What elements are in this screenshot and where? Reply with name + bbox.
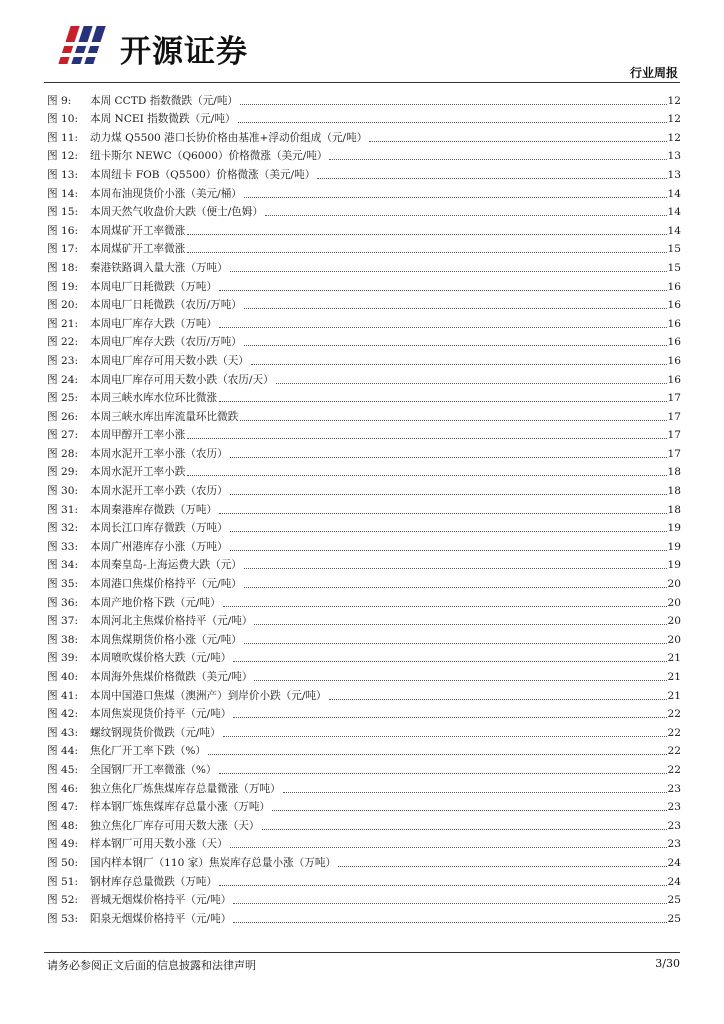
- figure-title: 本周电厂库存可用天数小跌（天）: [90, 354, 249, 367]
- figure-page-number: 22: [667, 745, 681, 758]
- dot-leader: [219, 513, 666, 514]
- toc-entry[interactable]: [47, 479, 681, 498]
- figure-page-number: 19: [667, 559, 681, 572]
- figure-page-number: 21: [667, 689, 681, 702]
- figure-number: 图 20:: [47, 299, 79, 312]
- dot-leader: [187, 438, 666, 439]
- figure-number: 图 17:: [47, 243, 79, 256]
- figure-page-number: 21: [667, 671, 681, 683]
- figure-number: 图 51:: [47, 875, 79, 888]
- toc-entry[interactable]: [47, 535, 681, 554]
- figure-title: 本周水泥开工率小涨（农历）: [90, 447, 228, 460]
- figure-page-number: 16: [667, 336, 681, 349]
- figure-number: 图 11:: [47, 131, 79, 144]
- figure-title: 秦港铁路调入量大涨（万吨）: [90, 261, 228, 274]
- figure-title: 本周河北主焦煤价格持平（元/吨）: [90, 615, 253, 628]
- figure-page-number: 17: [667, 392, 681, 405]
- figure-page-number: 12: [667, 94, 681, 107]
- figure-page-number: 15: [667, 261, 681, 274]
- toc-entry[interactable]: [47, 201, 681, 220]
- toc-entry[interactable]: [47, 833, 681, 852]
- toc-entry[interactable]: [47, 108, 681, 127]
- toc-entry[interactable]: [47, 405, 681, 424]
- dot-leader: [233, 717, 666, 718]
- toc-entry[interactable]: [47, 870, 681, 889]
- dot-leader: [251, 364, 667, 365]
- dot-leader: [219, 327, 666, 328]
- dot-leader: [230, 457, 667, 458]
- figure-page-number: 20: [667, 578, 681, 591]
- figure-page-number: 16: [667, 280, 681, 293]
- dot-leader: [240, 420, 666, 421]
- dot-leader: [254, 624, 666, 625]
- toc-entry[interactable]: [47, 275, 681, 294]
- dot-leader: [262, 829, 667, 830]
- figure-number: 图 33:: [47, 540, 79, 553]
- figure-page-number: 18: [667, 485, 681, 498]
- figure-page-number: 16: [667, 373, 681, 386]
- figure-title: 钢材库存总量微跌（万吨）: [90, 875, 218, 888]
- figure-title: 本周甲醇开工率小涨: [90, 429, 186, 442]
- figure-number: 图 36:: [47, 596, 79, 609]
- toc-entry[interactable]: [47, 219, 681, 238]
- figure-number: 图 40:: [47, 671, 79, 683]
- figure-title: 本周纽卡 FOB（Q5500）价格微涨（美元/吨）: [90, 168, 316, 181]
- figure-page-number: 14: [667, 224, 681, 237]
- toc-entry[interactable]: [47, 312, 681, 331]
- figure-title: 动力煤 Q5500 港口长协价格由基准+浮动价组成（元/吨）: [90, 131, 368, 144]
- dot-leader: [219, 885, 666, 886]
- dot-leader: [283, 792, 667, 793]
- figure-page-number: 23: [667, 782, 681, 795]
- toc-entry[interactable]: [47, 368, 681, 387]
- figure-page-number: 16: [667, 354, 681, 367]
- dot-leader: [317, 178, 666, 179]
- figure-page-number: 24: [667, 875, 681, 888]
- figure-number: 图 44:: [47, 745, 79, 758]
- figure-page-number: 19: [667, 522, 681, 535]
- toc-entry[interactable]: [47, 294, 681, 313]
- figure-page-number: 12: [667, 131, 681, 144]
- dot-leader: [233, 922, 666, 923]
- dot-leader: [219, 773, 667, 774]
- figure-page-number: 16: [667, 299, 681, 312]
- figure-number: 图 21:: [47, 317, 79, 330]
- figure-page-number: 17: [667, 429, 681, 442]
- toc-entry[interactable]: [47, 498, 681, 517]
- figure-title: 本周秦皇岛-上海运费大跌（元）: [90, 559, 242, 572]
- dot-leader: [230, 271, 667, 272]
- figure-page-number: 22: [667, 726, 681, 739]
- toc-entry[interactable]: [47, 442, 681, 461]
- dot-leader: [223, 606, 667, 607]
- figure-number: 图 35:: [47, 578, 79, 591]
- figure-title: 本周电厂日耗微跌（农历/万吨）: [90, 299, 242, 312]
- toc-entry[interactable]: [47, 89, 681, 108]
- figure-number: 图 26:: [47, 410, 79, 423]
- figure-number: 图 45:: [47, 763, 79, 776]
- dot-leader: [244, 643, 667, 644]
- figure-title: 本周煤矿开工率微涨: [90, 243, 186, 256]
- figure-title: 阳泉无烟煤价格持平（元/吨）: [90, 912, 232, 925]
- figure-title: 本周长江口库存微跌（万吨）: [90, 522, 228, 535]
- dot-leader: [265, 215, 666, 216]
- figure-number: 图 32:: [47, 522, 79, 535]
- footer-divider: [44, 952, 680, 953]
- dot-leader: [208, 754, 667, 755]
- dot-leader: [187, 475, 666, 476]
- brand-logo: [58, 22, 288, 68]
- toc-entry[interactable]: [47, 163, 681, 182]
- figure-title: 螺纹钢现货价微跌（元/吨）: [90, 726, 221, 739]
- figure-page-number: 13: [667, 168, 681, 181]
- figure-title: 本周 NCEI 指数微跌（元/吨）: [90, 113, 236, 126]
- figure-title: 本周秦港库存微跌（万吨）: [90, 503, 218, 516]
- toc-entry[interactable]: [47, 126, 681, 145]
- figure-number: 图 29:: [47, 466, 79, 479]
- figure-page-number: 17: [667, 410, 681, 423]
- dot-leader: [240, 104, 667, 105]
- toc-entry[interactable]: [47, 777, 681, 796]
- figure-page-number: 25: [667, 912, 681, 925]
- toc-entry[interactable]: [47, 331, 681, 350]
- figure-title: 本周广州港库存小涨（万吨）: [90, 540, 228, 553]
- figure-page-number: 22: [667, 763, 681, 776]
- figure-title: 本周焦煤期货价格小涨（元/吨）: [90, 633, 242, 646]
- figure-number: 图 24:: [47, 373, 79, 386]
- figure-page-number: 21: [667, 652, 681, 665]
- dot-leader: [369, 141, 666, 142]
- toc-entry[interactable]: [47, 349, 681, 368]
- dot-leader: [329, 159, 666, 160]
- figure-number: 图 19:: [47, 280, 79, 293]
- figure-page-number: 23: [667, 801, 681, 814]
- toc-entry[interactable]: [47, 740, 681, 759]
- toc-entry[interactable]: [47, 721, 681, 740]
- figure-title: 独立焦化厂炼焦煤库存总量微涨（万吨）: [90, 782, 281, 795]
- toc-entry[interactable]: [47, 572, 681, 591]
- figure-title: 本周三峡水库出库流量环比微跌: [90, 410, 239, 423]
- figure-number: 图 39:: [47, 652, 79, 665]
- figure-title: 国内样本钢厂（110 家）焦炭库存总量小涨（万吨）: [90, 856, 337, 869]
- figure-title: 本周水泥开工率小跌（农历）: [90, 485, 228, 498]
- toc-entry[interactable]: [47, 684, 681, 703]
- figure-title: 本周海外焦煤价格微跌（美元/吨）: [90, 671, 253, 683]
- toc-entry[interactable]: [47, 387, 681, 406]
- figure-page-number: 25: [667, 894, 681, 907]
- dot-leader: [219, 401, 666, 402]
- toc-entry[interactable]: [47, 554, 681, 573]
- dot-leader: [276, 383, 667, 384]
- toc-entry[interactable]: [47, 796, 681, 815]
- dot-leader: [187, 234, 666, 235]
- figure-title: 本周天然气收盘价大跌（便士/色姆）: [90, 206, 264, 219]
- dot-leader: [244, 345, 667, 346]
- page-header: [0, 0, 724, 82]
- page-number: 3/30: [655, 957, 680, 970]
- figure-page-number: 19: [667, 540, 681, 553]
- figure-page-number: 18: [667, 503, 681, 516]
- figure-title: 焦化厂开工率下跌（%）: [90, 745, 207, 758]
- toc-entry[interactable]: [47, 665, 681, 684]
- dot-leader: [238, 122, 667, 123]
- dot-leader: [230, 847, 667, 848]
- figure-list: [47, 89, 681, 926]
- toc-entry[interactable]: [47, 256, 681, 275]
- figure-page-number: 13: [667, 150, 681, 163]
- figure-page-number: 20: [667, 596, 681, 609]
- figure-number: 图 48:: [47, 819, 79, 832]
- figure-title: 本周水泥开工率小跌: [90, 466, 186, 479]
- figure-page-number: 12: [667, 113, 681, 126]
- figure-page-number: 23: [667, 819, 681, 832]
- brand-name: 开源证券: [120, 34, 248, 70]
- dot-leader: [244, 197, 667, 198]
- figure-number: 图 53:: [47, 912, 79, 925]
- figure-title: 本周电厂库存大跌（万吨）: [90, 317, 218, 330]
- dot-leader: [233, 903, 666, 904]
- figure-number: 图 38:: [47, 633, 79, 646]
- figure-title: 本周喷吹煤价格大跌（元/吨）: [90, 652, 232, 665]
- figure-number: 图 13:: [47, 168, 79, 181]
- toc-entry[interactable]: [47, 461, 681, 480]
- dot-leader: [272, 810, 666, 811]
- figure-number: 图 34:: [47, 559, 79, 572]
- figure-title: 独立焦化厂库存可用天数大涨（天）: [90, 819, 260, 832]
- toc-entry[interactable]: [47, 182, 681, 201]
- toc-entry[interactable]: [47, 889, 681, 908]
- figure-number: 图 47:: [47, 801, 79, 814]
- figure-page-number: 14: [667, 206, 681, 219]
- figure-page-number: 18: [667, 466, 681, 479]
- figure-title: 本周焦炭现货价持平（元/吨）: [90, 708, 232, 721]
- figure-number: 图 23:: [47, 354, 79, 367]
- toc-entry[interactable]: [47, 424, 681, 443]
- dot-leader: [230, 550, 667, 551]
- toc-entry[interactable]: [47, 647, 681, 666]
- dot-leader: [219, 290, 666, 291]
- toc-entry[interactable]: [47, 238, 681, 257]
- figure-title: 本周布油现货价小涨（美元/桶）: [90, 187, 242, 200]
- figure-page-number: 23: [667, 838, 681, 851]
- footer-disclaimer: 请务必参阅正文后面的信息披露和法律声明: [47, 959, 256, 972]
- figure-page-number: 24: [667, 856, 681, 869]
- figure-number: 图 14:: [47, 187, 79, 200]
- figure-number: 图 31:: [47, 503, 79, 516]
- figure-title: 样本钢厂可用天数小涨（天）: [90, 838, 228, 851]
- dot-leader: [244, 308, 667, 309]
- toc-entry[interactable]: [47, 145, 681, 164]
- figure-number: 图 43:: [47, 726, 79, 739]
- figure-number: 图 37:: [47, 615, 79, 628]
- figure-number: 图 27:: [47, 429, 79, 442]
- dot-leader: [230, 531, 667, 532]
- figure-page-number: 14: [667, 187, 681, 200]
- figure-title: 晋城无烟煤价格持平（元/吨）: [90, 894, 232, 907]
- figure-number: 图 30:: [47, 485, 79, 498]
- dot-leader: [223, 736, 667, 737]
- dot-leader: [329, 699, 667, 700]
- figure-number: 图 49:: [47, 838, 79, 851]
- toc-entry[interactable]: [47, 758, 681, 777]
- figure-number: 图 18:: [47, 261, 79, 274]
- figure-number: 图 41:: [47, 689, 79, 702]
- dot-leader: [230, 494, 667, 495]
- toc-entry[interactable]: [47, 814, 681, 833]
- toc-entry[interactable]: [47, 517, 681, 536]
- figure-number: 图 10:: [47, 113, 79, 126]
- figure-number: 图 46:: [47, 782, 79, 795]
- figure-number: 图 50:: [47, 856, 79, 869]
- figure-title: 本周中国港口焦煤（澳洲产）到岸价小跌（元/吨）: [90, 689, 327, 702]
- figure-number: 图 15:: [47, 206, 79, 219]
- toc-entry[interactable]: [47, 591, 681, 610]
- figure-title: 本周 CCTD 指数微跌（元/吨）: [90, 94, 239, 107]
- figure-page-number: 16: [667, 317, 681, 330]
- dot-leader: [244, 568, 667, 569]
- figure-page-number: 20: [667, 615, 681, 628]
- figure-number: 图 52:: [47, 894, 79, 907]
- figure-page-number: 20: [667, 633, 681, 646]
- figure-title: 本周港口焦煤价格持平（元/吨）: [90, 578, 242, 591]
- figure-title: 本周电厂日耗微跌（万吨）: [90, 280, 218, 293]
- toc-entry[interactable]: [47, 703, 681, 722]
- kaiyuan-logo-icon: [58, 22, 110, 68]
- figure-title: 本周电厂库存可用天数小跌（农历/天）: [90, 373, 274, 386]
- dot-leader: [244, 587, 667, 588]
- toc-entry[interactable]: [47, 610, 681, 629]
- figure-title: 本周电厂库存大跌（农历/万吨）: [90, 336, 242, 349]
- figure-title: 本周三峡水库水位环比微涨: [90, 392, 218, 405]
- dot-leader: [254, 680, 666, 681]
- toc-entry[interactable]: [47, 907, 681, 926]
- figure-title: 样本钢厂炼焦煤库存总量小涨（万吨）: [90, 801, 271, 814]
- dot-leader: [338, 866, 666, 867]
- toc-entry[interactable]: [47, 628, 681, 647]
- figure-page-number: 15: [667, 243, 681, 256]
- figure-number: 图 28:: [47, 447, 79, 460]
- toc-entry[interactable]: [47, 851, 681, 870]
- figure-page-number: 22: [667, 708, 681, 721]
- figure-number: 图 12:: [47, 150, 79, 163]
- figure-number: 图 22:: [47, 336, 79, 349]
- dot-leader: [187, 252, 666, 253]
- figure-number: 图 42:: [47, 708, 79, 721]
- figure-title: 本周煤矿开工率微涨: [90, 224, 186, 237]
- figure-number: 图 9:: [47, 94, 72, 107]
- figure-title: 本周产地价格下跌（元/吨）: [90, 596, 221, 609]
- figure-title: 纽卡斯尔 NEWC（Q6000）价格微涨（美元/吨）: [90, 150, 328, 163]
- header-divider: [44, 82, 680, 83]
- figure-page-number: 17: [667, 447, 681, 460]
- figure-title: 全国钢厂开工率微涨（%）: [90, 763, 217, 776]
- figure-number: 图 16:: [47, 224, 79, 237]
- report-type-label: 行业周报: [629, 66, 678, 80]
- dot-leader: [233, 661, 666, 662]
- figure-number: 图 25:: [47, 392, 79, 405]
